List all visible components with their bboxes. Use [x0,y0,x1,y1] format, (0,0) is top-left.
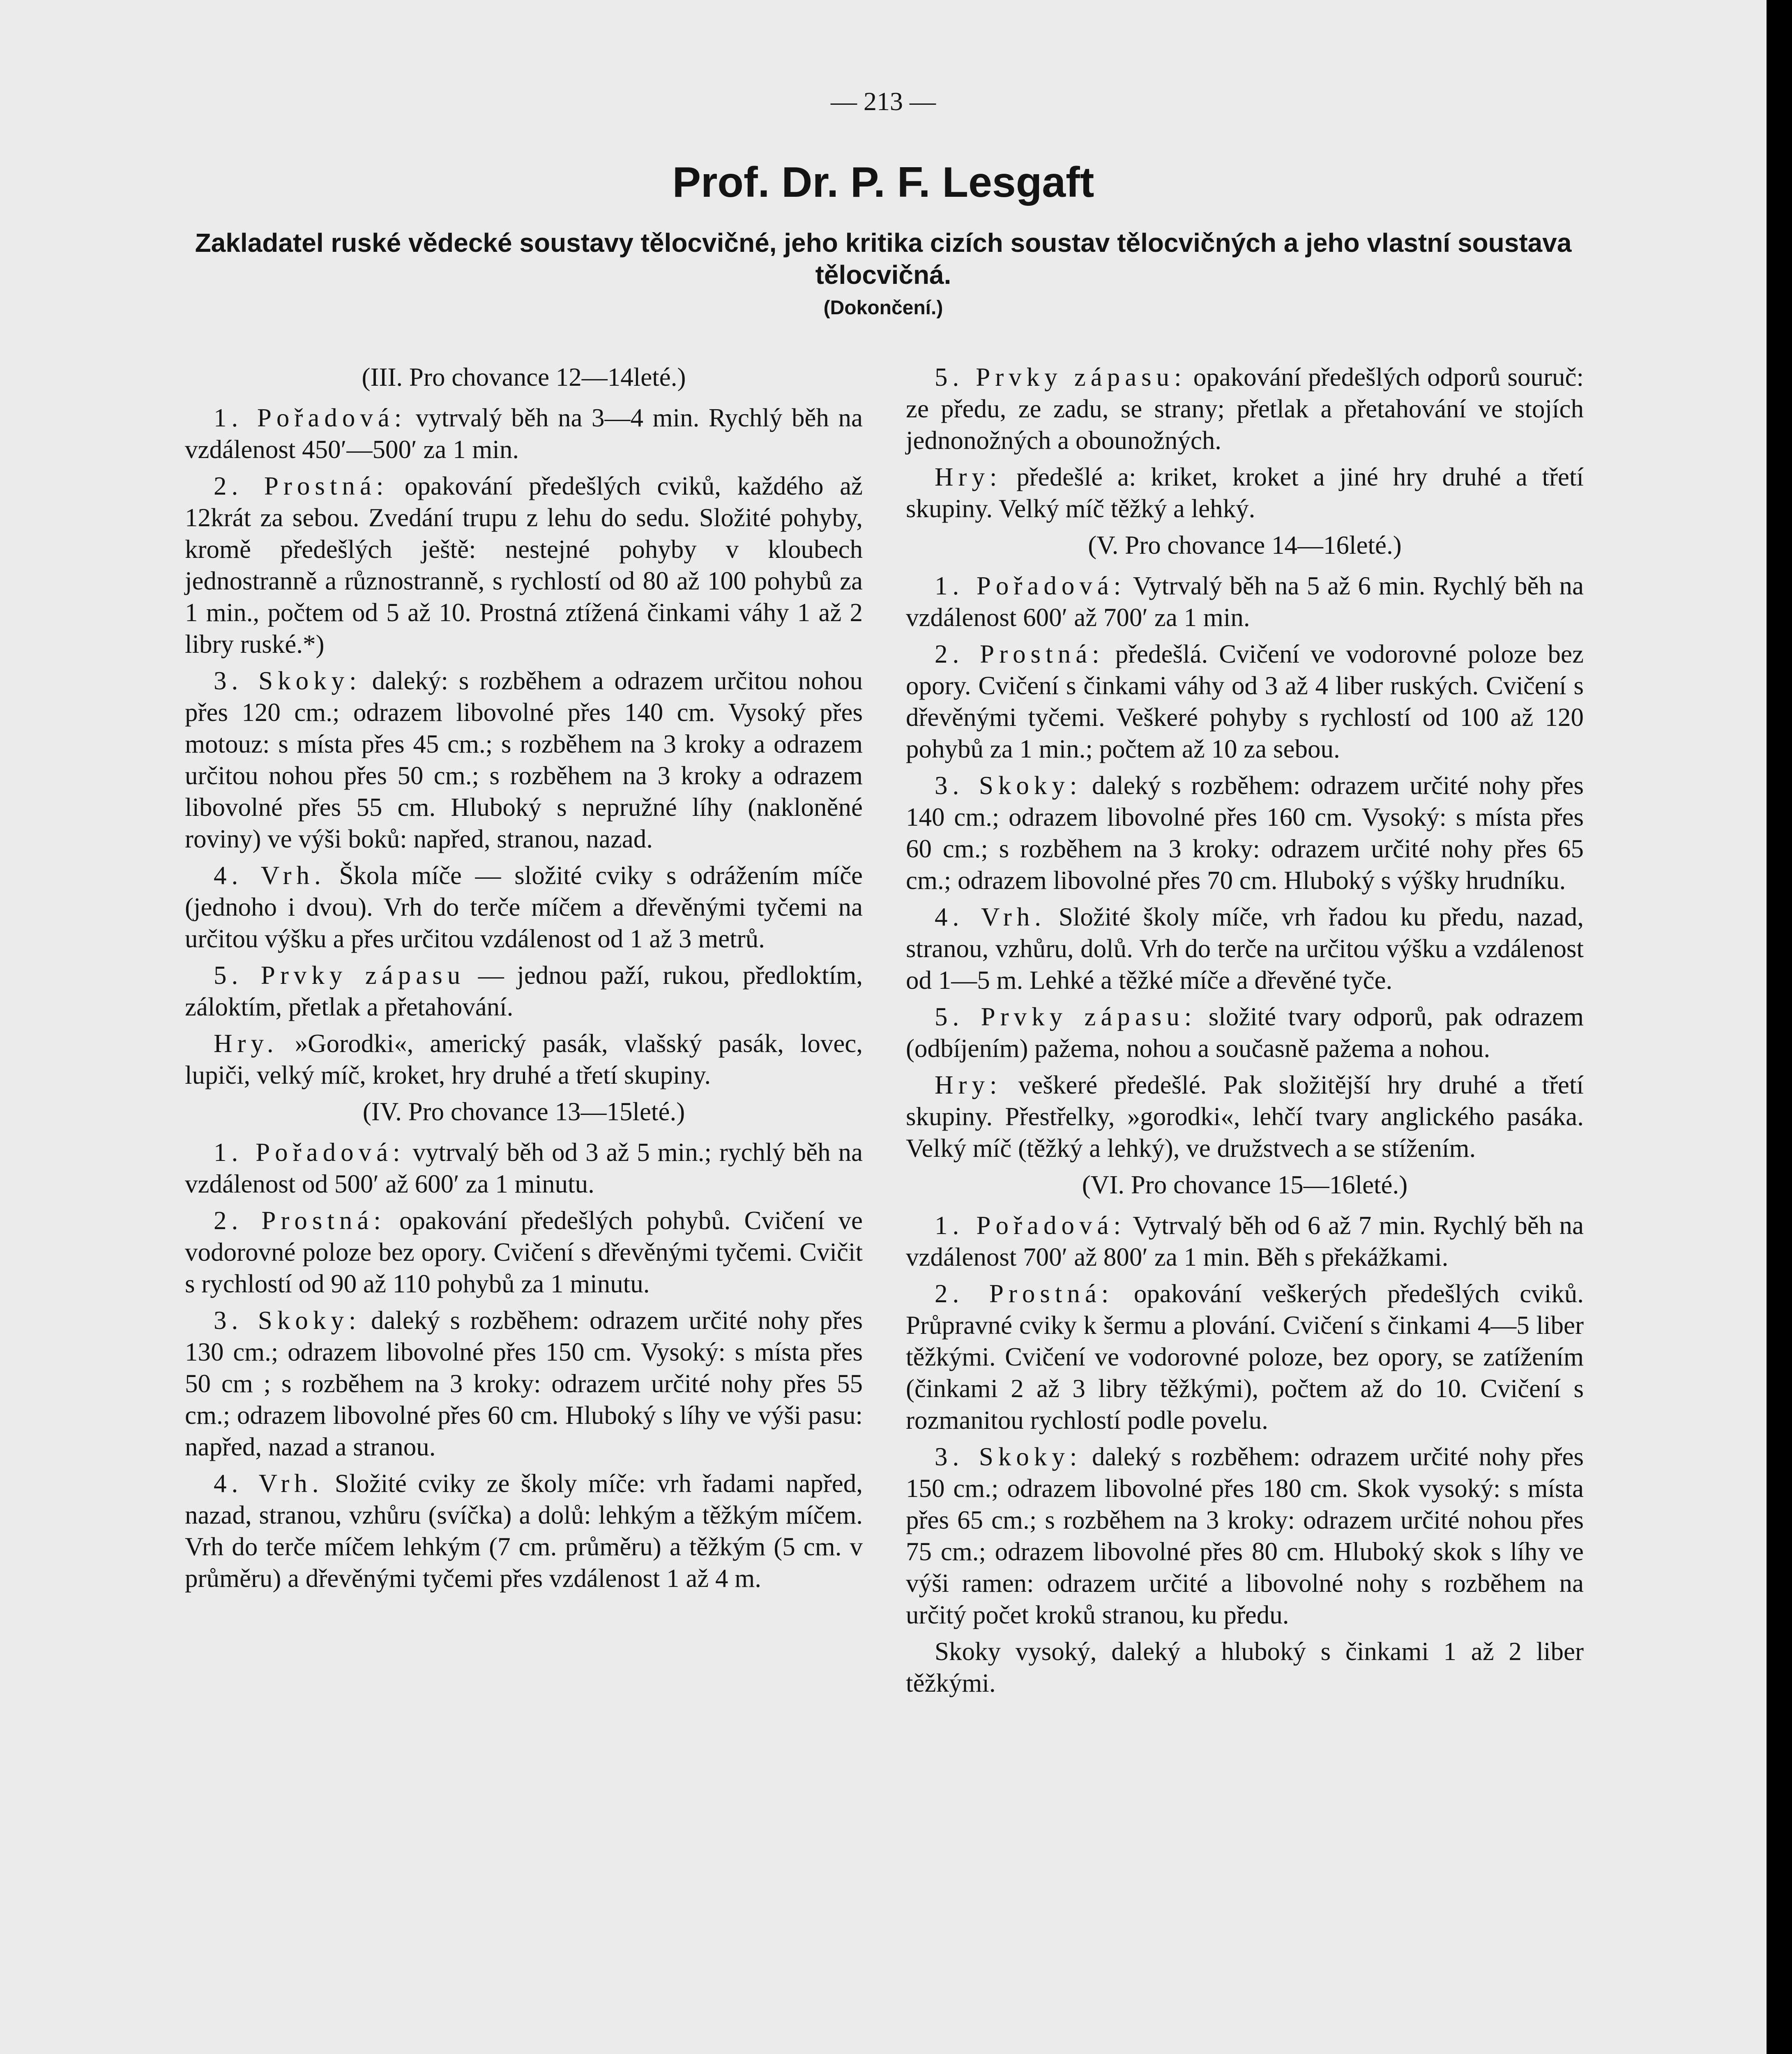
paragraph-label: 3. Skoky: [214,1306,361,1335]
paragraph-text: předešlé a: kriket, kroket a jiné hry druhé a třetí skupiny. Velký míč těžký a lehký. [906,463,1584,523]
paragraph-text: Vytrvalý běh na 5 až 6 min. Rychlý běh na vzdálenost 600′ až 700′ za 1 min. [906,571,1584,632]
paragraph-label: Hry. [214,1029,279,1058]
paragraph-text: daleký s rozběhem: odrazem určité nohy přes 150 cm.; odrazem libovolné přes 180 cm. Skok vysoký: s místa přes 65 cm.; s rozběhem na 3 kroky: odrazem určité nohou přes 75 cm.; odrazem libovolné přes 80 cm. Hluboký skok s líhy ve výši ramen: odrazem určité a libovolné nohy s rozběhem na určitý počet kroků stranou, ku předu. [906,1442,1584,1629]
paragraph-label: 5. Prvky zápasu: [935,363,1186,391]
paragraph-text: opakování předešlých odporů souruč: ze předu, ze zadu, se strany; přetlak a přetahování ve stojích jednonožných a obounožných. [906,363,1584,455]
paragraph [185,1028,863,1091]
paragraph-label: 5. Prvky zápasu: [935,1002,1197,1031]
paragraph-label: 3. Skoky: [935,1442,1082,1471]
paragraph-text: Složité školy míče, vrh řadou ku předu, nazad, stranou, vzhůru, dolů. Vrh do terče na určitou výšku a vzdálenost od 1—5 m. Lehké a těžké míče a dřevěné tyče. [906,903,1584,995]
paragraph-text: složité tvary odporů, pak odrazem (odbíjením) pažema, nohou a současně pažema a nohou. [906,1002,1584,1063]
paragraph [185,1137,863,1200]
paragraph-label: 4. Vrh. [214,1469,324,1498]
paragraph: Skoky vysoký, daleký a hluboký s činkami 1 až 2 liber těžkými. [906,1637,1584,1697]
scan-border [1767,0,1792,2054]
left-column [185,362,863,1599]
paragraph [185,1305,863,1463]
paragraph-label: 2. Prostná: [935,640,1104,668]
section-heading-v: (V. Pro chovance 14—16leté.) [1088,531,1402,560]
paragraph-text: daleký s rozběhem: odrazem určité nohy přes 140 cm.; odrazem libovolné přes 160 cm. Vysoký: s místa přes 60 cm.; s rozběhem na 3 kroky: odrazem určité nohy přes 65 cm.; odrazem libovolné přes 70 cm. Hluboký s výšky hrudníku. [906,771,1584,895]
paragraph-label: Hry: [935,463,1002,491]
paragraph-label: 2. Prostná: [214,472,389,500]
paragraph [906,1069,1584,1164]
paragraph-text: vytrvalý běh od 3 až 5 min.; rychlý běh na vzdálenost od 500′ až 600′ za 1 minutu. [185,1138,863,1198]
section-heading-iv: (IV. Pro chovance 13—15leté.) [362,1097,685,1126]
paragraph-label: 4. Vrh. [935,903,1046,931]
paragraph-label: 3. Skoky: [214,666,362,695]
right-column [906,362,1584,1704]
paragraph [906,570,1584,633]
paragraph-label: 3. Skoky: [935,771,1082,800]
page-number: — 213 — [831,87,936,116]
paragraph [906,362,1584,456]
paragraph [185,1205,863,1300]
paragraph-label: 1. Pořadová: [214,403,407,432]
paragraph [906,1441,1584,1631]
paragraph [906,638,1584,765]
paragraph-text: vytrvalý běh na 3—4 min. Rychlý běh na vzdálenost 450′—500′ za 1 min. [185,403,863,464]
section-heading-vi: (VI. Pro chovance 15—16leté.) [1082,1170,1408,1199]
paragraph-label: 1. Pořadová: [935,1211,1126,1240]
paragraph [906,461,1584,525]
section-heading-iii: (III. Pro chovance 12—14leté.) [362,363,686,391]
paragraph [185,402,863,465]
paragraph-text: opakování veškerých předešlých cviků. Průpravné cviky k šermu a plování. Cvičení s činkami 4—5 liber těžkými. Cvičení ve vodorovné poloze, bez opory, se zatížením (činkami 2 až 3 libry těžkými), počtem až do 10. Cvičení s rozmanitou rychlostí podle povelu. [906,1279,1584,1435]
paragraph-label: 2. Prostná: [935,1279,1114,1308]
paragraph [185,1468,863,1594]
paragraph [906,1210,1584,1273]
paragraph-label: 1. Pořadová: [935,571,1126,600]
paragraph [185,470,863,660]
paragraph-text: opakování předešlých pohybů. Cvičení ve vodorovné poloze bez opory. Cvičení s dřevěnými tyčemi. Cvičit s rychlostí od 90 až 110 pohybů za 1 minutu. [185,1206,863,1298]
paragraph [906,1001,1584,1064]
article-title: Prof. Dr. P. F. Lesgaft [672,159,1094,206]
paragraph [906,770,1584,896]
paragraph-label: 5. Prvky zápasu [214,961,465,990]
paragraph-label: 2. Prostná: [214,1206,386,1235]
paragraph [185,665,863,855]
paragraph-text: opakování předešlých cviků, každého až 12krát za sebou. Zvedání trupu z lehu do sedu. Složité pohyby, kromě předešlých ještě: nestejné pohyby v kloubech jednostranně a různostranně, s rychlostí od 80 až 100 pohybů za 1 min., počtem od 5 až 10. Prostná ztížená činkami váhy 1 až 2 libry ruské.*) [185,472,863,659]
paragraph-label: Hry: [935,1071,1002,1099]
paragraph [906,901,1584,996]
paragraph-text: Složité cviky ze školy míče: vrh řadami napřed, nazad, stranou, vzhůru (svíčka) a dolů: lehkým a těžkým míčem. Vrh do terče míčem lehkým (7 cm. průměru) a těžkým (5 cm. v průměru) a dřevěnými tyčemi přes vzdálenost 1 až 4 m. [185,1469,863,1593]
paragraph [906,1278,1584,1436]
paragraph-label: 4. Vrh. [214,861,326,890]
paragraph-text: daleký: s rozběhem a odrazem určitou nohou přes 120 cm.; odrazem libovolné přes 140 cm. Vysoký přes motouz: s místa přes 45 cm.; s rozběhem na 3 kroky a odrazem určitou nohou přes 50 cm.; s rozběhem na 3 kroky a odrazem libovolné přes 55 cm. Hluboký s nepružné líhy (nakloněné roviny) ve výši boků: napřed, stranou, nazad. [185,666,863,853]
paragraph-text: — jednou paží, rukou, předloktím, záloktím, přetlak a přetahování. [185,961,863,1021]
continued-note: (Dokončení.) [823,297,943,319]
article-subtitle: Zakladatel ruské vědecké soustavy tělocvičné, jeho kritika cizích soustav tělocvičných a jeho vlastní soustava tělocvičná. [195,228,1572,290]
paragraph-text: veškeré předešlé. Pak složitější hry druhé a třetí skupiny. Přestřelky, »gorodki«, lehčí tvary anglického pasáka. Velký míč (těžký a lehký), ve družstvech a se stížením. [906,1071,1584,1163]
paragraph-text: předešlá. Cvičení ve vodorovné poloze bez opory. Cvičení s činkami váhy od 3 až 4 liber ruských. Cvičení s dřevěnými tyčemi. Veškeré pohyby s rychlostí od 100 až 120 pohybů za 1 min.; počtem až 10 za sebou. [906,640,1584,763]
paragraph-label: 1. Pořadová: [214,1138,405,1167]
paragraph-text: Škola míče — složité cviky s odrážením míče (jednoho i dvou). Vrh do terče míčem a dřevěnými tyčemi na určitou výšku a přes určitou vzdálenost od 1 až 3 metrů. [185,861,863,953]
paragraph [185,960,863,1023]
paragraph-text: daleký s rozběhem: odrazem určité nohy přes 130 cm.; odrazem libovolné přes 150 cm. Vysoký: s místa přes 50 cm ; s rozběhem na 3 kroky: odrazem určité nohy přes 55 cm.; odrazem libovolné přes 60 cm. Hluboký s líhy ve výši pasu: napřed, nazad a stranou. [185,1306,863,1461]
paragraph-text: »Gorodki«, americký pasák, vlašský pasák, lovec, lupiči, velký míč, kroket, hry druhé a třetí skupiny. [185,1029,863,1089]
paragraph-text: Vytrvalý běh od 6 až 7 min. Rychlý běh na vzdálenost 700′ až 800′ za 1 min. Běh s překážkami. [906,1211,1584,1271]
paragraph [185,860,863,955]
